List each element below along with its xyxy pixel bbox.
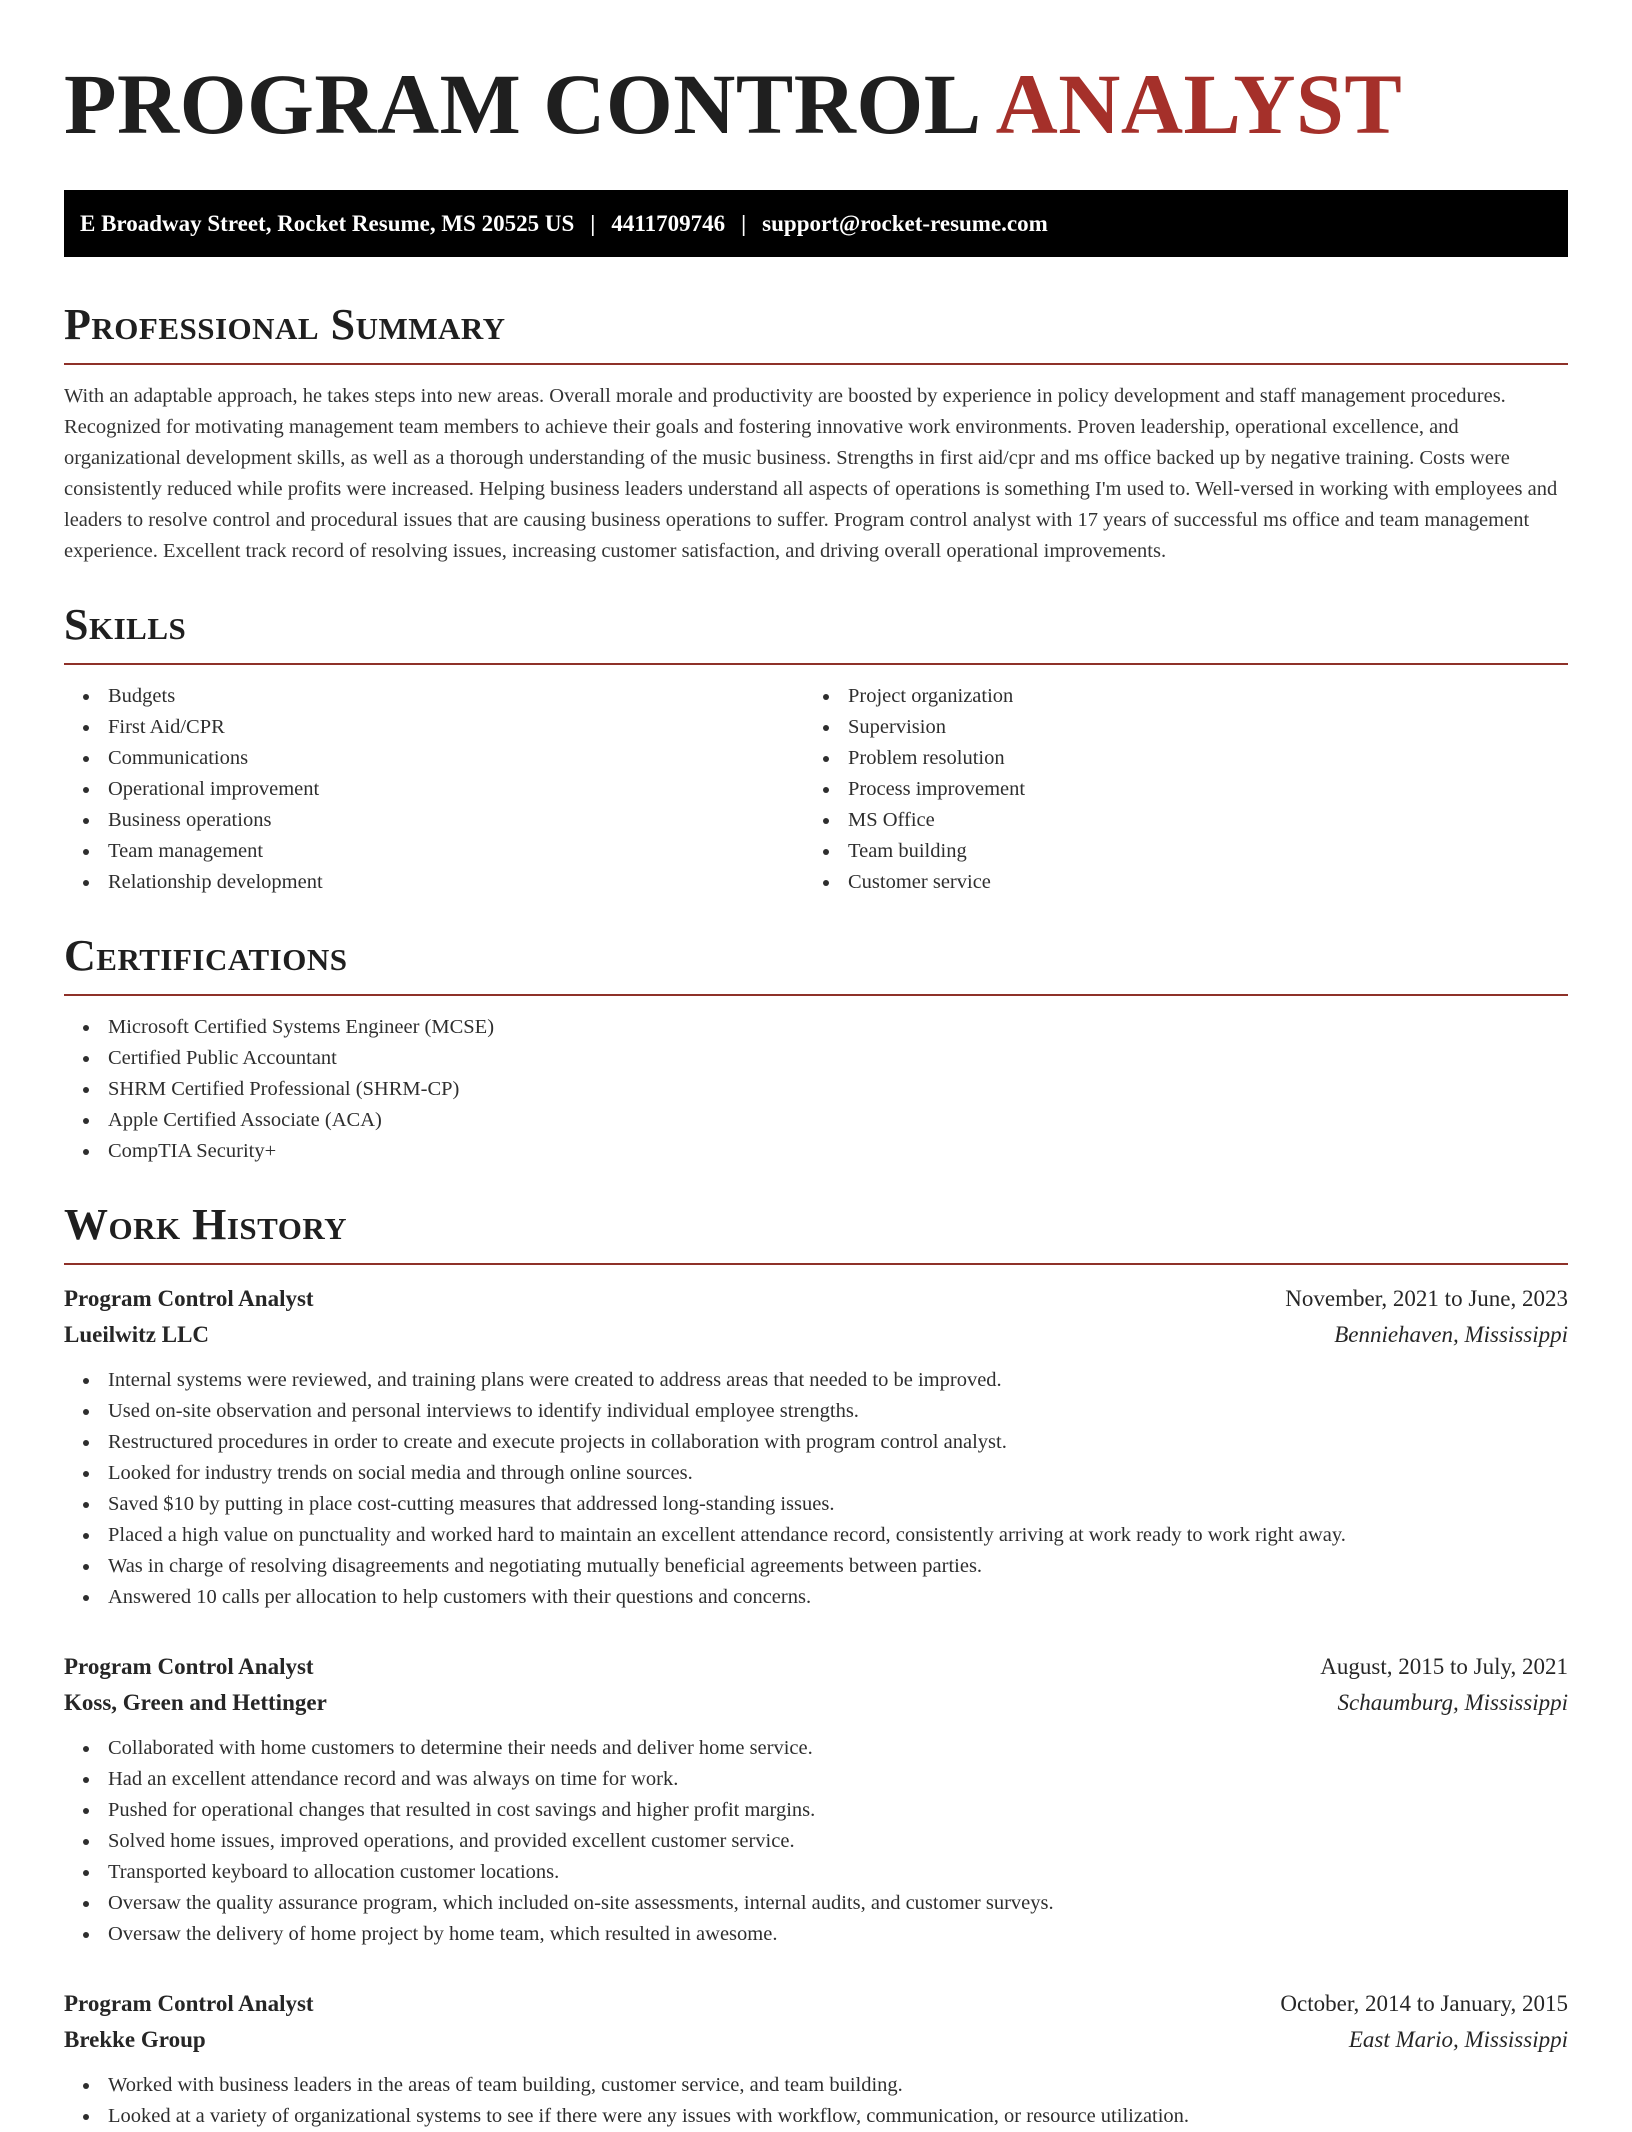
- skill-item: Relationship development: [64, 867, 804, 898]
- contact-separator: |: [590, 210, 596, 236]
- skill-item: Team building: [804, 836, 1544, 867]
- title-accent: ANALYST: [995, 56, 1403, 152]
- job-bullets: [64, 1365, 1568, 1613]
- job-bullet: Looked for industry trends on social media and through online sources.: [64, 1458, 1568, 1489]
- job-bullet: Answered 10 calls per allocation to help customers with their questions and concerns.: [64, 1582, 1568, 1613]
- work-history-section: [64, 1201, 1568, 2132]
- job-bullet: Had an excellent attendance record and was always on time for work.: [64, 1764, 1568, 1795]
- skill-item: Business operations: [64, 805, 804, 836]
- job-header-row: [64, 1281, 1568, 1317]
- section-divider: [64, 994, 1568, 996]
- job-company-row: [64, 2022, 1568, 2058]
- job-title: Program Control Analyst: [64, 1286, 314, 1311]
- section-heading: Professional Summary: [64, 300, 506, 349]
- certification-item: Certified Public Accountant: [64, 1043, 1568, 1074]
- job-bullet: Worked with business leaders in the areas of team building, customer service, and team building.: [64, 2070, 1568, 2101]
- section-divider: [64, 1263, 1568, 1265]
- job-dates: October, 2014 to January, 2015: [1280, 1991, 1568, 2016]
- job-entry: [64, 1986, 1568, 2132]
- skill-item: Customer service: [804, 867, 1544, 898]
- section-divider: [64, 363, 1568, 365]
- contact-bar: [64, 190, 1568, 257]
- job-dates: November, 2021 to June, 2023: [1285, 1286, 1568, 1311]
- job-company: Lueilwitz LLC: [64, 1322, 210, 1347]
- job-company: Brekke Group: [64, 2027, 206, 2052]
- job-bullet: Oversaw the delivery of home project by home team, which resulted in awesome.: [64, 1919, 1568, 1950]
- skill-item: Operational improvement: [64, 774, 804, 805]
- job-bullet: Collaborated with home customers to determine their needs and deliver home service.: [64, 1733, 1568, 1764]
- skill-item: MS Office: [804, 805, 1544, 836]
- job-bullet: Pushed for operational changes that resulted in cost savings and higher profit margins.: [64, 1795, 1568, 1826]
- job-dates: August, 2015 to July, 2021: [1320, 1654, 1568, 1679]
- job-bullet: Looked at a variety of organizational systems to see if there were any issues with workflow, communication, or resource utilization.: [64, 2101, 1568, 2132]
- job-title: Program Control Analyst: [64, 1654, 314, 1679]
- job-bullets: [64, 1733, 1568, 1950]
- job-company-row: [64, 1317, 1568, 1353]
- job-header-row: [64, 1986, 1568, 2022]
- job-bullet: Placed a high value on punctuality and worked hard to maintain an excellent attendance record, consistently arriving at work ready to work right away.: [64, 1520, 1568, 1551]
- certifications-section: [64, 932, 1568, 1167]
- contact-phone: 4411709746: [611, 210, 726, 236]
- job-location: East Mario, Mississippi: [1348, 2027, 1568, 2052]
- skill-item: First Aid/CPR: [64, 712, 804, 743]
- section-divider: [64, 663, 1568, 665]
- summary-text: With an adaptable approach, he takes steps into new areas. Overall morale and productivity are boosted by experience in policy development and staff management procedures. Recognized for motivating management team members to achieve their goals and fostering innovative work environments. Proven leadership, operational excellence, and organizational development skills, as well as a thorough understanding of the music business. Strengths in first aid/cpr and ms office backed up by negative training. Costs were consistently reduced while profits were increased. Helping business leaders understand all aspects of operations is something I'm used to. Well-versed in working with employees and leaders to resolve control and procedural issues that are causing business operations to suffer. Program control analyst with 17 years of successful ms office and team management experience. Excellent track record of resolving issues, increasing customer satisfaction, and driving overall operational improvements.: [64, 385, 1558, 562]
- certification-item: CompTIA Security+: [64, 1136, 1568, 1167]
- skill-item: Process improvement: [804, 774, 1544, 805]
- skill-item: Supervision: [804, 712, 1544, 743]
- job-bullet: Transported keyboard to allocation customer locations.: [64, 1857, 1568, 1888]
- certifications-list: [64, 1012, 1568, 1167]
- certification-item: Apple Certified Associate (ACA): [64, 1105, 1568, 1136]
- job-bullet: Was in charge of resolving disagreements and negotiating mutually beneficial agreements between parties.: [64, 1551, 1568, 1582]
- contact-address: E Broadway Street, Rocket Resume, MS 20525 US: [80, 210, 575, 236]
- job-location: Schaumburg, Mississippi: [1337, 1690, 1568, 1715]
- certification-item: SHRM Certified Professional (SHRM-CP): [64, 1074, 1568, 1105]
- job-title: Program Control Analyst: [64, 1991, 314, 2016]
- summary-section: [64, 301, 1568, 567]
- job-bullet: Used on-site observation and personal interviews to identify individual employee strengths.: [64, 1396, 1568, 1427]
- job-bullet: Restructured procedures in order to create and execute projects in collaboration with program control analyst.: [64, 1427, 1568, 1458]
- skill-item: Budgets: [64, 681, 804, 712]
- job-bullet: Oversaw the quality assurance program, which included on-site assessments, internal audits, and customer surveys.: [64, 1888, 1568, 1919]
- job-entry: [64, 1281, 1568, 1613]
- job-bullet: Internal systems were reviewed, and training plans were created to address areas that needed to be improved.: [64, 1365, 1568, 1396]
- title-main: PROGRAM CONTROL: [64, 56, 982, 152]
- job-bullet: Solved home issues, improved operations, and provided excellent customer service.: [64, 1826, 1568, 1857]
- skill-item: Problem resolution: [804, 743, 1544, 774]
- section-heading: Certifications: [64, 931, 348, 980]
- resume-title: [64, 56, 1568, 152]
- job-header-row: [64, 1649, 1568, 1685]
- skill-item: Project organization: [804, 681, 1544, 712]
- job-location: Benniehaven, Mississippi: [1334, 1322, 1568, 1347]
- section-heading: Work History: [64, 1200, 348, 1249]
- job-company: Koss, Green and Hettinger: [64, 1690, 327, 1715]
- job-entry: [64, 1649, 1568, 1950]
- skills-columns: [64, 681, 1568, 898]
- skills-section: [64, 601, 1568, 898]
- job-bullet: Saved $10 by putting in place cost-cutting measures that addressed long-standing issues.: [64, 1489, 1568, 1520]
- skills-list-right: [804, 681, 1544, 898]
- skill-item: Team management: [64, 836, 804, 867]
- skill-item: Communications: [64, 743, 804, 774]
- job-bullets: [64, 2070, 1568, 2132]
- skills-list-left: [64, 681, 804, 898]
- section-heading: Skills: [64, 600, 187, 649]
- contact-email: support@rocket-resume.com: [762, 210, 1048, 236]
- job-company-row: [64, 1685, 1568, 1721]
- certification-item: Microsoft Certified Systems Engineer (MCSE): [64, 1012, 1568, 1043]
- contact-separator: |: [741, 210, 747, 236]
